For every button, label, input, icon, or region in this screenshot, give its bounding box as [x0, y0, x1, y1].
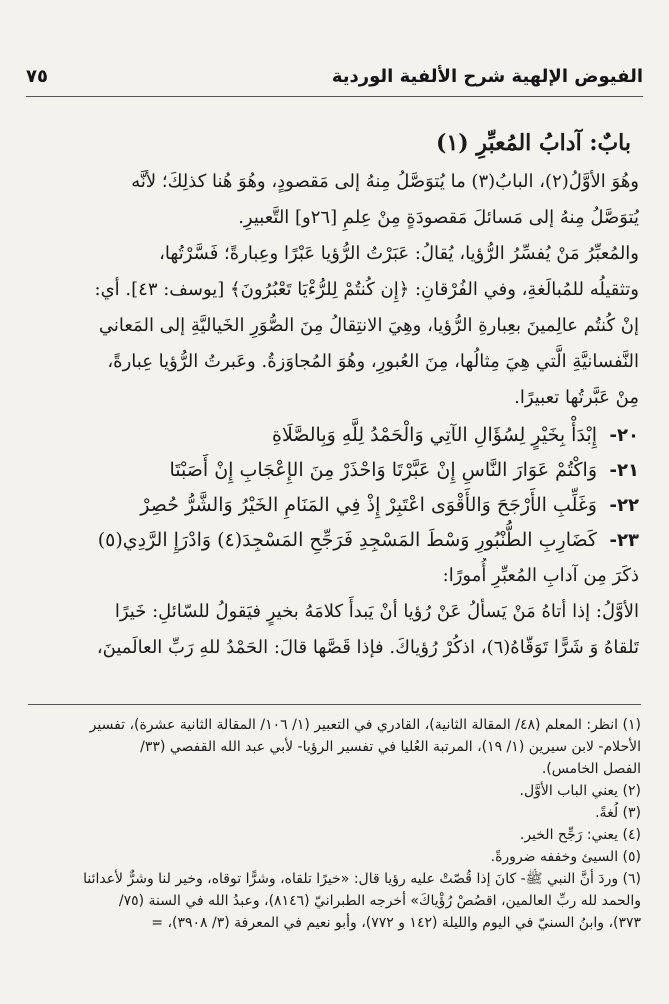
verse-block [30, 418, 639, 558]
main-text [30, 126, 639, 686]
text-line: الأوَّلُ: إذا أتاهُ مَنْ يَسألُ عَنْ رُؤيا أنْ يَبدأَ كلامَهُ بخيرٍ فيَقولُ للسّائلِ: خَيرًا [114, 601, 639, 622]
chapter-title: بابٌ: آدابُ المُعبِّرِ (١) [436, 130, 631, 156]
page-number: ٧٥ [26, 65, 48, 87]
verse-number: ٢٣- [609, 530, 639, 551]
text-line: النَّفسانيَّةِ الَّتي هِيَ مِثالُها، مِنَ العُبورِ، وهُوَ المُجاوَزةُ. وعَبرتُ الرُّؤيا عِبارةً، [107, 351, 639, 372]
verse-line [30, 418, 639, 453]
text-line: إنْ كُنتُم عالِمينَ بعِبارةِ الرُّؤيا، وهِيَ الانتِقالُ مِنَ الصُّوَرِ الخَياليَّةِ إلى المَعاني [98, 315, 639, 336]
text-line: وهُوَ الأوَّلُ(٢)، البابُ(٣) ما يُتوَصَّلُ مِنهُ إلى مَقصودٍ، وهُوَ هُنا كذلِكَ؛ لأنَّه [131, 171, 639, 192]
footnote-line: (٦) وردَ أنَّ النبي ﷺ- كانَ إذا قُصّتْ عليه رؤيا قال: «خيرًا تلقاه، وشرًّا توقاه، وخير لنا وشرٌّ لأعدائنا [83, 871, 641, 887]
footnote-line: (٤) يعني: رَجِّح الخير. [519, 827, 641, 843]
footnote-line: (٣) لُغةً. [595, 805, 641, 821]
verse-number: ٢٢- [609, 495, 639, 516]
footnote-line: والحمد لله ربِّ العالمين، اقصُصْ رُؤْياكَ» أخرجه الطبرانيّ (٨١٤٦)، وعبدُ الله في السنة (٧٥/ [118, 893, 641, 909]
paragraph-1 [30, 164, 639, 236]
verse-text: وَاكْتُمْ عَوَارَ النَّاسِ إِنْ عَبَّرْتَا وَاحْذَرْ مِنَ الإِعْجَابِ إِنْ أَصَبْتَا [169, 459, 597, 481]
paragraph-3 [30, 558, 639, 594]
footnote-line: الفصل الخامس). [541, 761, 641, 777]
verse-text: وَغَلِّبِ الأَرْجَحَ وَالأَقْوَى اعْتَبِرْ إِذْ فِي المَنَامِ الخَيْرُ وَالشَّرُّ حُصِرْ [140, 494, 597, 516]
footnote-line: الأحلام- لابن سيرين (١/ ١٩)، المرتبة العُليا في تفسير الرؤيا- لأبي عبد الله القفصي (٣٣/ [140, 739, 641, 755]
text-line: تَلقاهُ وَ شَرًّا تَوَقّاهُ(٦)، اذكُرْ رُؤياكَ. فإذا قَصَّها قالَ: الحَمْدُ للهِ رَبِّ العالَمينَ، [96, 637, 639, 658]
text-line: مِنْ عَبَّرتُها تعبيرًا. [514, 387, 639, 408]
running-title: الفيوض الإلهية شرح الألفية الوردية [331, 65, 643, 87]
footnote-line: (٥) السيئ وخففه ضرورةً. [490, 849, 641, 865]
verse-line [30, 453, 639, 488]
text-line: والمُعبِّرُ مَنْ يُفسِّرُ الرُّؤيا، يُقالُ: عَبَرْتُ الرُّؤيا عَبْرًا وعِبارةً؛ فَسَّرْتُها، [159, 243, 639, 264]
verse-line [30, 488, 639, 523]
verse-text: كَضَارِبِ الطُّنْبُورِ وَسْطَ المَسْجِدِ فَرَجِّحِ المَسْجِدَ(٤) وَادْرَإِ الرَّدِي(٥) [97, 529, 597, 551]
verse-line [30, 523, 639, 558]
paragraph-4 [30, 594, 639, 666]
footnotes [28, 714, 641, 934]
page-header [26, 56, 643, 97]
verse-number: ٢١- [609, 460, 639, 481]
text-line: ذكَرَ مِن آدابِ المُعبِّرِ أُمورًا: [442, 565, 639, 586]
footnote-separator [28, 704, 641, 705]
footnote-line: (١) انظر: المعلم (٤٨/ المقالة الثانية)، القادري في التعبير (١/ ١٠٦/ المقالة الثانية عشرة)، تفسير [89, 717, 641, 733]
text-line: وتثقيلُه للمُبالَغةِ، وفي الفُرْقانِ: ﴿إِن كُنتُمْ لِلرُّءْيَا تَعْبُرُونَ﴾ [يوسف: ٤٣]. أي: [94, 279, 639, 300]
footnote-line: ٣٧٣)، وابنُ السنيّ في اليوم والليلة (١٤٢ و ٧٧٢)، وأبو نعيم في المعرفة (٣/ ٣٩٠٨)، = [151, 915, 641, 931]
verse-number: ٢٠- [609, 425, 639, 446]
footnote-line: (٢) يعني الباب الأوَّل. [519, 783, 641, 799]
text-line: يُتوَصَّلُ مِنهُ إلى مَسائلَ مَقصودَةٍ مِنْ عِلمِ [٢٦و] التَّعبيرِ. [238, 207, 639, 228]
verse-text: إِبْدَأْ بِخَيْرٍ لِسُؤَالِ الآتِي وَالْحَمْدُ لِلَّهِ وَبِالصَّلَاةِ [272, 424, 597, 446]
paragraph-2 [30, 236, 639, 416]
